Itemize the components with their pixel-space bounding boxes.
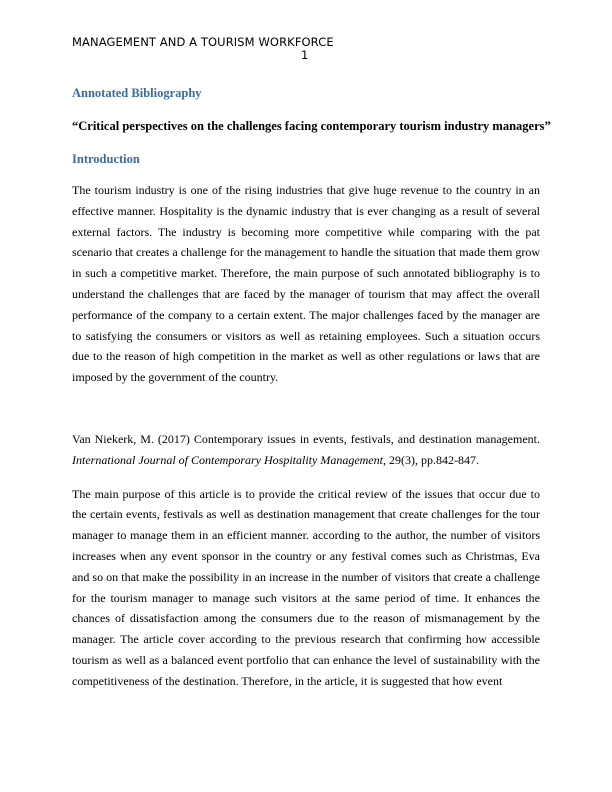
- page-number: 1: [301, 48, 309, 62]
- introduction-heading: Introduction: [72, 152, 140, 166]
- annotation-paragraph: The main purpose of this article is to provide the critical review of the issues that occur due to the certain events, festivals as well as destination management that create challenges for the tour manager to manage them in an efficient manner. according to the author, the number of visitors increases when any event sponsor in the country or any festival comes such as Christmas, Eva and so on that make the possibility in an increase in the number of visitors that create a challenge for the tourism manager to manage such visitors at the same period of time. It enhances the chances of dissatisfaction among the consumers due to the reason of mismanagement by the manager. The article cover according to the previous research that confirming how accessible tourism as well as a balanced event portfolio that can enhance the level of sustainability with the competitiveness of the destination. Therefore, in the article, it is suggested that how event: [72, 486, 540, 688]
- document-body: [72, 84, 551, 692]
- introduction-paragraph: The tourism industry is one of the rising industries that give huge revenue to the country in an effective manner. Hospitality is the dynamic industry that is ever changing as a result of several external factors. The industry is becoming more competitive while comparing with the pat scenario that creates a challenge for the management to handle the situation that made them grow in such a competitive market. Therefore, the main purpose of such annotated bibliography is to understand the challenges that are faced by the manager of tourism that may affect the overall performance of the company to a certain extent. The major challenges faced by the manager are to satisfying the consumers or visitors as well as retaining employees. Such a situation occurs due to the reason of high competition in the market as well as other regulations or laws that are imposed by the government of the country.: [72, 183, 540, 385]
- reference-authors-title: Van Niekerk, M. (2017) Contemporary issues in events, festivals, and destination management.: [72, 431, 540, 446]
- document-title: “Critical perspectives on the challenges facing contemporary tourism industry managers”: [72, 119, 551, 133]
- section-heading: Annotated Bibliography: [72, 86, 202, 100]
- reference-details: , 29(3), pp.842-847.: [382, 452, 479, 467]
- reference-journal: International Journal of Contemporary Hospitality Management: [72, 452, 383, 467]
- running-head: MANAGEMENT AND A TOURISM WORKFORCE: [72, 35, 334, 49]
- reference-entry: [72, 429, 540, 471]
